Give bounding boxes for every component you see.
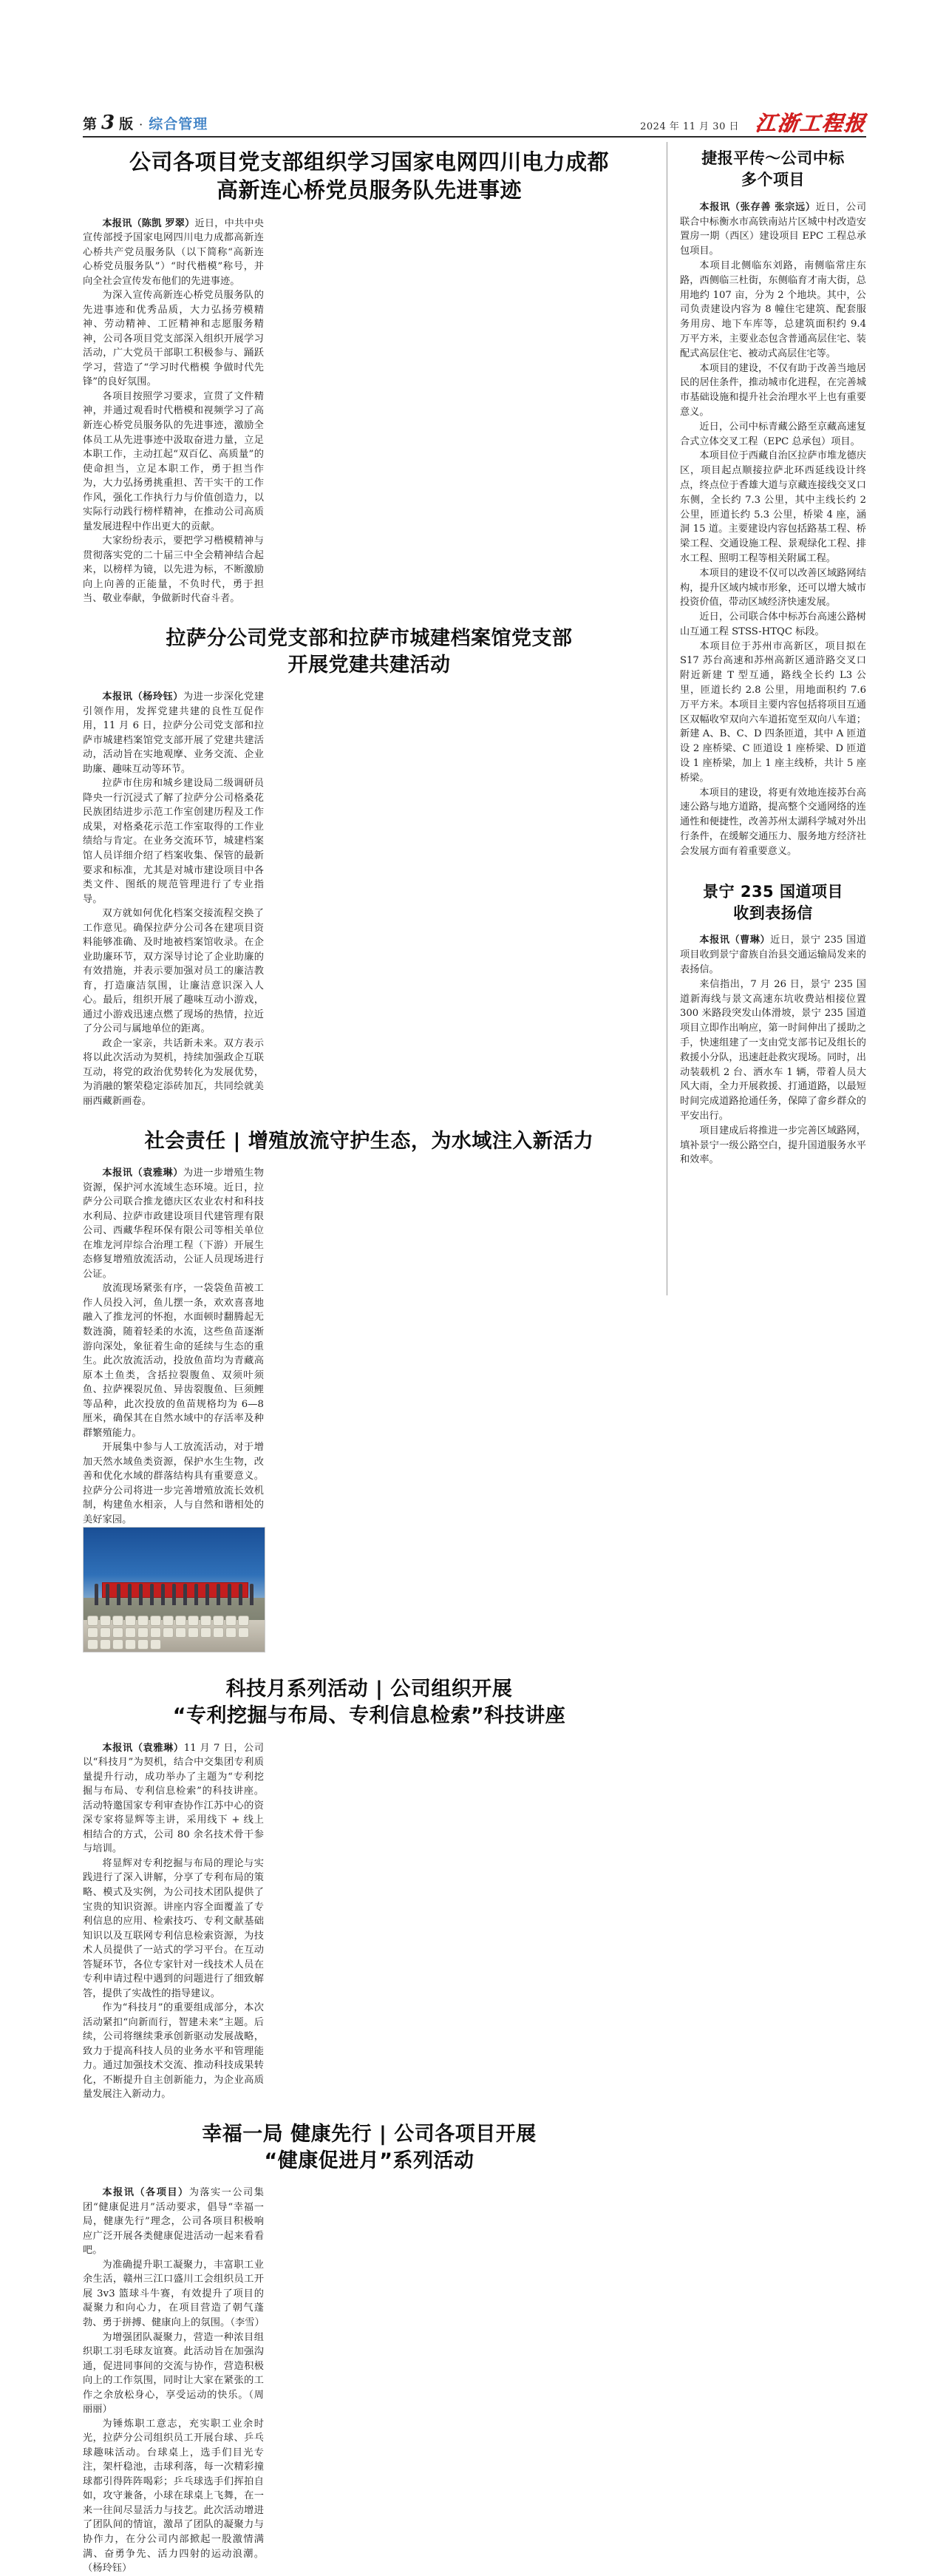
sidebar-article-1-headline-line-2: 多个项目	[741, 171, 805, 189]
article-2-byline: 本报讯（杨玲钰）	[102, 691, 183, 703]
masthead-right	[640, 113, 866, 134]
article-4-paragraph-3: 作为“科技月”的重要组成部分，本次活动紧扣“向新而行，智建未来”主题。后续，公司将继续秉承创新驱动发展战略，致力于提高科技人员的业务水平和管理能力。通过加强技术交流、推动科技成果转化，不断提升自主创新能力，为企业高质量发展注入新动力。	[83, 2002, 264, 2101]
article-2-body	[83, 690, 656, 1108]
article-1-paragraph-3: 各项目按照学习要求，宣贯了文件精神，并通过观看时代楷模和视频学习了高新连心桥党员服务队的先进事迹，激励全体员工从先进事迹中汲取奋进力量，立足本职工作，主动扛起“双百亿、高质量”的使命担当，立足本职工作，勇于担当作为，大力弘扬勇挑重担、苦干实干的工作作风，强化工作执行力与价值创造力，以实际行动践行榜样精神，在推动公司高质量发展进程中作出更大的贡献。	[83, 390, 264, 532]
article-3-headline	[83, 1128, 656, 1155]
article-2-headline-line-1: 拉萨分公司党支部和拉萨市城建档案馆党支部	[166, 626, 573, 650]
sidebar-article-2-byline: 本报讯（曹琳）	[699, 935, 771, 946]
sidebar-article-1-paragraph-7: 近日，公司联合体中标苏台高速公路树山互通工程 STSS-HTQC 标段。	[680, 611, 866, 637]
article-3-body	[83, 1166, 656, 1657]
article-5-headline	[83, 2121, 656, 2174]
sidebar-article-1-paragraph-1	[680, 200, 866, 259]
article-3-paragraph-2: 放流现场紧张有序，一袋袋鱼苗被工作人员投入河，鱼儿摆一条，欢欢喜喜地融入了推龙河的怀抱，水面顿时翻腾起无数涟漪，随着轻柔的水流，这些鱼苗逐渐游向深处，象征着生命的延续与生态的重生。此次放流活动，投放鱼苗均为青藏高原本土鱼类，含括拉裂腹鱼、双须叶须鱼、拉萨裸裂尻鱼、异齿裂腹鱼、巨须鲤等品种，此次投放的鱼苗规格均为 6—8 厘米，确保其在自然水域中的存活率及种群繁殖能力。	[83, 1283, 264, 1439]
article-1-headline-line-1: 公司各项目党支部组织学习国家电网四川电力成都	[129, 149, 609, 174]
sidebar-article-2-paragraph-1	[680, 933, 866, 977]
photo-fish-bags	[87, 1610, 261, 1650]
article-4-byline: 本报讯（袁雅琳）	[102, 1742, 184, 1754]
article-3-byline: 本报讯（袁雅琳）	[102, 1167, 183, 1179]
article-2-headline	[83, 626, 656, 678]
masthead-separator-dot: ·	[139, 118, 143, 132]
sidebar-article-1-headline-line-1: 捷报平传～公司中标	[701, 149, 845, 167]
sidebar-article-2-body	[680, 933, 866, 1167]
sidebar-article-1-body	[680, 200, 866, 859]
article-1-body	[83, 217, 656, 606]
page-label-suffix: 版	[119, 116, 134, 132]
main-column-area	[83, 142, 656, 2576]
sidebar-article-1-paragraph-2: 本项目北侧临东刘路，南侧临常庄东路，西侧临三杜街，东侧临育才南大街，总用地约 107 亩，分为 2 个地块。其中，公司负责建设内容为 8 幢住宅建筑、配套服务用房、地下车库等，总建筑面积约 9.4 万平方米，主要业态包含普通高层住宅、装配式高层住宅、被动式高层住宅等。	[680, 260, 866, 359]
photo-crowd	[95, 1578, 254, 1605]
page-number: 3	[101, 112, 115, 134]
article-1-p1-text: 近日，中共中央宣传部授予国家电网四川电力成都高新连心桥共产党员服务队（以下简称“高新连心桥党员服务队”）“时代楷模”称号，并向全社会宣传发布他们的先进事迹。	[83, 217, 265, 287]
article-5-headline-line-1: 幸福一局 健康先行 | 公司各项目开展	[202, 2122, 537, 2146]
sidebar-article-2-headline-line-2: 收到表扬信	[733, 904, 813, 923]
article-3-paragraph-1	[83, 1166, 264, 1281]
masthead	[83, 107, 866, 134]
article-3-p1-text: 为进一步增殖生物资源，保护河水流域生态环境。近日，拉萨分公司联合推龙德庆区农业农村和科技水利局、拉萨市政建设项目代建管理有限公司、西藏华程环保有限公司等相关单位在堆龙河岸综合治理工程（下游）开展生态修复增殖放流活动，公证人员现场进行公证。	[83, 1167, 264, 1280]
article-4-headline-line-1: 科技月系列活动 | 公司组织开展	[225, 1678, 513, 1701]
publication-date: 2024 年 11 月 30 日	[640, 121, 739, 132]
sidebar-article-1-paragraph-4: 近日，公司中标青藏公路至京藏高速复合式立体交叉工程（EPC 总承包）项目。	[680, 421, 866, 447]
sidebar-article-1-paragraph-6: 本项目的建设不仅可以改善区域路网结构，提升区域内城市形象，还可以增大城市投资价值，带动区域经济快速发展。	[680, 567, 866, 609]
article-4-headline-line-2: “专利挖掘与布局、专利信息检索”科技讲座	[172, 1704, 566, 1728]
sidebar-article-1-p1-text: 近日，公司联合中标衡水市高铁南站片区城中村改造安置房一期（西区）建设项目 EPC 工程总承包项目。	[680, 201, 867, 257]
article-3-photo	[83, 1527, 265, 1653]
article-2-paragraph-1	[83, 690, 264, 776]
article-5-paragraph-1	[83, 2186, 264, 2258]
sidebar-article-1-paragraph-3: 本项目的建设，不仅有助于改善当地居民的居住条件，推动城市化进程，在完善城市基础设施和提升社会治理水平上也有重要意义。	[680, 362, 866, 418]
article-2-p1-text: 为进一步深化党建引领作用，发挥党建共建的良性互促作用，11 月 6 日，拉萨分公司党支部和拉萨市城建档案馆党支部开展了党建共建活动，活动旨在实地观摩、业务交流、企业助廉、趣味互动等环节。	[83, 691, 264, 775]
sidebar-article-2-headline-line-1: 景宁 235 国道项目	[703, 882, 843, 901]
sidebar-article-2-headline	[680, 881, 866, 925]
article-2-paragraph-2: 拉萨市住房和城乡建设局二级调研员降央一行沉浸式了解了拉萨分公司格桑花民族团结进步示范工作室创建历程及工作成果，对格桑花示范工作室取得的工作业绩给与肯定。在业务交流环节，城建档案馆人员详细介绍了档案收集、保管的最新要求和标准，尤其是对城市建设项目中各类文件、图纸的规范管理进行了专业指导。	[83, 778, 264, 905]
sidebar-article-1-paragraph-5: 本项目位于西藏自治区拉萨市堆龙德庆区，项目起点顺接拉萨北环西延线设计终点，终点位于香雄大道与京藏连接线交叉口东侧，全长约 7.3 公里，其中主线长约 2 公里，匝道长约 5.3 公里，桥梁 4 座，涵洞 15 道。主要建设内容包括路基工程、桥梁工程、交通设施工程、景观绿化工程、排水工程、照明工程等相关附属工程。	[680, 450, 866, 564]
page-content	[83, 142, 867, 2575]
article-5-byline: 本报讯（各项目）	[102, 2187, 189, 2199]
article-2-headline-line-2: 开展党建共建活动	[287, 653, 451, 677]
article-5-paragraph-4: 为锤炼职工意志，充实职工业余时光，拉萨分公司组织员工开展台球、乒乓球趣味活动。台球桌上，选手们目光专注，架杆稳池，击球利落，每一次精彩撞球都引得阵阵喝彩；乒乓球选手们挥拍自如，攻守兼备，小球在球桌上飞舞，在一来一往间尽显活力与技艺。此次活动增进了团队间的情谊，激昂了团队的凝聚力与协作力，在分公司内部掀起一股激情满满、奋勇争先、活力四射的运动浪潮。（杨玲钰）	[83, 2418, 264, 2575]
article-2-paragraph-3: 双方就如何优化档案交接流程交换了工作意见。确保拉萨分公司各在建项目资料能够准确、及时地被档案馆收录。在企业助廉环节，双方深导讨论了企业助廉的有效措施，并表示要加强对员工的廉洁教育，打造廉洁氛围，让廉洁意识深入人心。最后，组织开展了趣味互动小游戏，通过小游戏迅速点燃了现场的热情，拉近了分公司与属地单位的距离。	[83, 908, 264, 1035]
article-5-paragraph-2: 为准确提升职工凝聚力，丰富职工业余生活，赣州三江口盛川工会组织员工开展 3v3 篮球斗牛赛，有效提升了项目的凝聚力和向心力，在项目营造了朝气蓬勃、勇于拼搏、健康向上的氛围。（李雪）	[83, 2259, 265, 2328]
sidebar-article-1-paragraph-8: 本项目位于苏州市高新区，项目拟在 S17 苏台高速和苏州高新区通浒路交叉口附近新建 T 型互通，路线全长约 L3 公里，匝道长约 2.8 公里，用地面积约 7.6 万平方米。本项目主要内容包括将项目互通区双幅收窄双向六车道拓宽至双向八车道；新建 A、B、C、D 四条匝道，其中 A 匝道设 2 座桥梁、C 匝道设 1 座桥梁、D 匝道设 1 座桥梁，加上 1 座主线桥，共计 5 座桥梁。	[680, 640, 866, 784]
article-1-headline-line-2: 高新连心桥党员服务队先进事迹	[216, 177, 522, 203]
sidebar-column-area	[680, 142, 866, 1167]
article-1-paragraph-4: 大家纷纷表示，要把学习楷模精神与贯彻落实党的二十届三中全会精神结合起来，以榜样为镜，以先进为标，不断激励向上向善的正能量，不负时代，勇于担当、敬业奉献，争做新时代奋斗者。	[83, 535, 264, 605]
article-5-p1-text: 为落实一公司集团“健康促进月”活动要求，倡导“幸福一局，健康先行”理念，公司各项目积极响应广泛开展各类健康促进活动一起来看看吧。	[83, 2187, 264, 2257]
article-1-headline	[83, 148, 656, 205]
article-4-body	[83, 1741, 656, 2102]
page-label-prefix: 第	[83, 116, 98, 132]
newspaper-logo: 江浙工程报	[754, 111, 868, 135]
article-5-paragraph-3: 为增强团队凝聚力，营造一种浓目组织职工羽毛球友谊赛。此活动旨在加强沟通，促进同事间的交流与协作，营造积极向上的工作氛围，同时让大家在紧张的工作之余放松身心，享受运动的快乐。（周丽丽）	[83, 2331, 264, 2416]
sidebar-article-2-paragraph-3: 项目建成后将推进一步完善区域路网，填补景宁一级公路空白，提升国道服务水平和效率。	[680, 1125, 866, 1166]
sidebar-article-2-p1-text: 近日，景宁 235 国道项目收到景宁畲族自治县交通运输局发来的表扬信。	[680, 935, 866, 976]
masthead-left	[83, 112, 208, 134]
article-3-paragraph-3: 开展集中参与人工放流活动，对于增加天然水域鱼类资源，保护水生生物，改善和优化水域的群落结构具有重要意义。拉萨分公司将进一步完善增殖放流长效机制，构建鱼水相亲，人与自然和谐相处的美好家园。	[83, 1442, 264, 1525]
article-1-byline: 本报讯（陈凯 罗翠）	[102, 217, 195, 229]
article-2-paragraph-4: 政企一家亲，共话新未来。双方表示将以此次活动为契机，持续加强政企互联互动，将党的政治优势转化为发展优势，为消融的繁荣稳定添砖加瓦，共同绘就美丽西藏新画卷。	[83, 1037, 264, 1107]
section-title: 综合管理	[149, 116, 208, 132]
article-4-paragraph-1	[83, 1741, 264, 1857]
article-5-headline-line-2: “健康促进月”系列活动	[264, 2149, 474, 2172]
article-1-paragraph-2: 为深入宣传高新连心桥党员服务队的先进事迹和优秀品质，大力弘扬劳模精神、劳动精神、工匠精神和志愿服务精神，公司各项目党支部深入组织开展学习活动，广大党员干部职工积极参与、踊跃学习，营造了“学习时代楷模 争做时代先锋”的良好氛围。	[83, 290, 264, 388]
article-4-p1-text: 11 月 7 日，公司以“科技月”为契机，结合中交集团专利质量提升行动，成功举办了主题为“专利挖掘与布局、专利信息检索”的科技讲座。活动特邀国家专利审查协作江苏中心的资深专家将显辉等主讲，采用线下 + 线上相结合的方式，公司 80 余名技术骨干参与培训。	[83, 1742, 264, 1855]
article-4-headline	[83, 1676, 656, 1729]
article-1-paragraph-1	[83, 217, 264, 289]
sidebar-article-1-byline: 本报讯（张存善 张宗远）	[699, 201, 816, 213]
article-4-paragraph-2: 将显辉对专利挖掘与布局的理论与实践进行了深入讲解，分享了专利布局的策略、模式及实例，为公司技术团队提供了宝贵的知识资源。讲座内容全面覆盖了专利信息的应用、检索技巧、专利文献基础知识以及互联网专利信息检索资源，为技术人员提供了一站式的学习平台。在互动答疑环节，各位专家针对一线技术人员在专利申请过程中遇到的问题进行了细致解答，提供了实战性的指导建议。	[83, 1857, 264, 1999]
article-5-body	[83, 2186, 656, 2575]
masthead-rule	[83, 136, 866, 138]
sidebar-article-2-paragraph-2: 来信指出，7 月 26 日，景宁 235 国道新海线与景文高速东坑收费站相接位置 300 米路段突发山体滑坡，景宁 235 国道项目立即作出响应，第一时间伸出了援助之手，快速组建了一支由党支部书记及组长的救援小分队，迅速赶赴救灾现场。同时，出动装载机 2 台、洒水车 1 辆，带着人员大风大雨，全力开展救援、打通道路，以最短时间完成道路抢通任务，保障了畲乡群众的平安出行。	[680, 978, 866, 1122]
sidebar-article-1-paragraph-9: 本项目的建设，将更有效地连接苏台高速公路与地方道路，提高整个交通网络的连通性和便捷性，改善苏州太湖科学城对外出行条件，在缓解交通压力、服务地方经济社会发展方面有着重要意义。	[680, 787, 866, 857]
sidebar-article-1-headline	[680, 148, 866, 191]
article-3-headline-line-1: 社会责任 | 增殖放流守护生态，为水域注入新活力	[144, 1129, 594, 1153]
